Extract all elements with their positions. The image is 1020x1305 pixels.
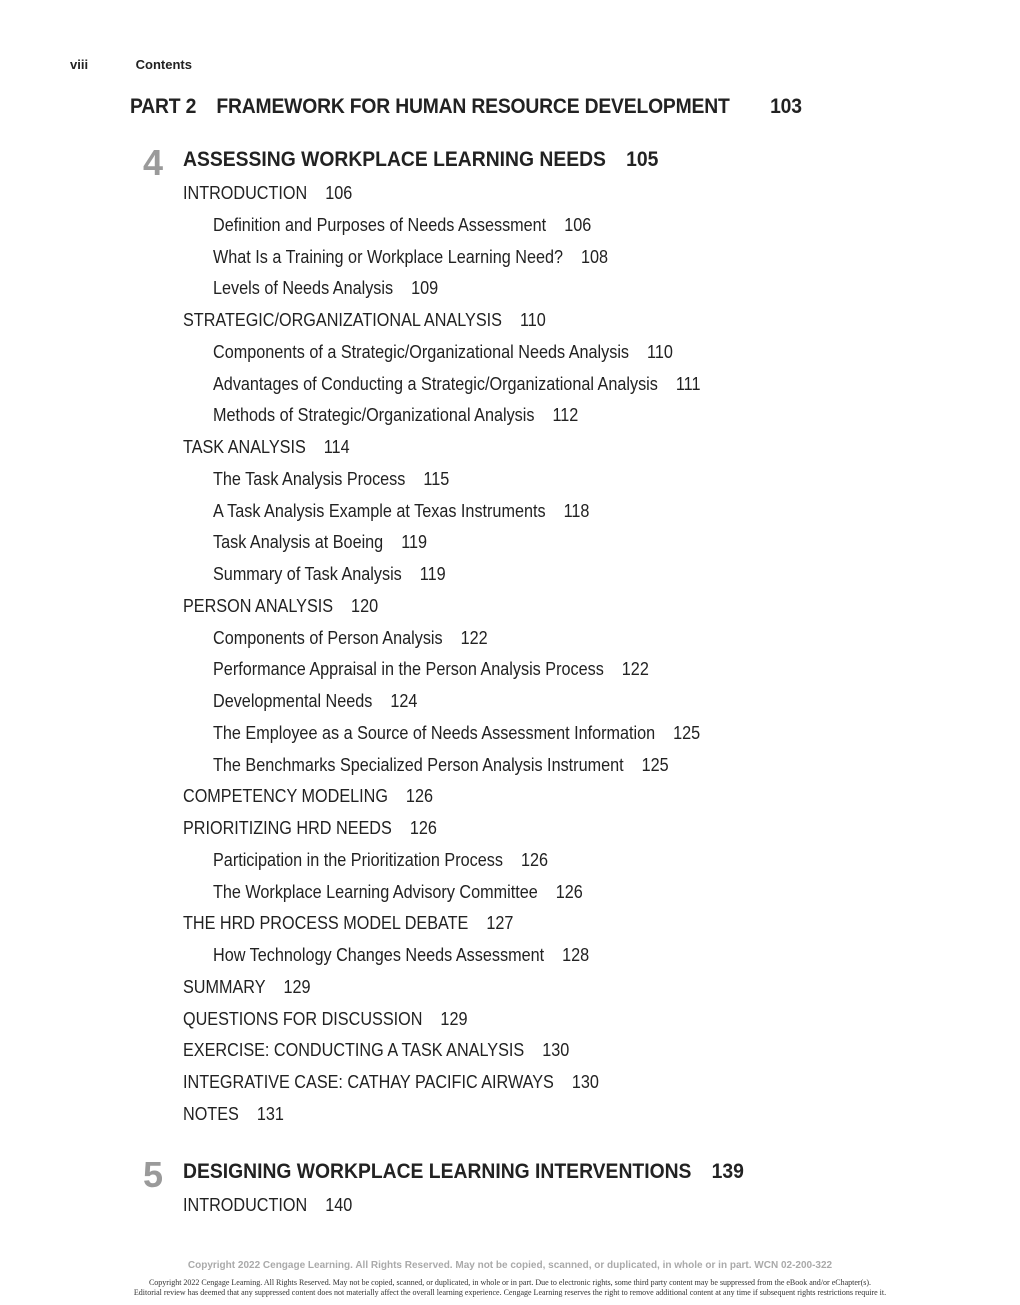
toc-entry-page: 122 [460,627,488,648]
toc-entry-title: COMPETENCY MODELING [183,786,388,807]
rights-line: Copyright 2022 Cengage Learning. All Rights Reserved. May not be copied, scanned, or duplicated, in whole or in part. Due to electronic rights, some third party content may be suppressed from the eBook and/or eChapter(s). [148,1278,872,1287]
toc-entry-title: A Task Analysis Example at Texas Instruments [213,500,546,521]
toc-entry-page: 128 [562,945,590,965]
toc-entry-page: 124 [390,691,418,711]
toc-entry-title: The Workplace Learning Advisory Committee [213,881,538,902]
toc-entry-page: 129 [440,1008,468,1029]
toc-entry [183,977,311,998]
toc-entry-title: Definition and Purposes of Needs Assessment [213,214,547,235]
toc-entry [213,564,446,585]
toc-entry-page: 119 [419,564,446,584]
part-title: FRAMEWORK FOR HUMAN RESOURCE DEVELOPMENT [216,95,730,118]
toc-entry-title: The Task Analysis Process [213,468,406,489]
chapter-page: 139 [711,1160,744,1183]
toc-entry-page: 129 [283,976,311,997]
running-header [70,57,192,72]
toc-entry-title: NOTES [183,1103,239,1124]
toc-entry [213,691,417,712]
toc-entry-title: EXERCISE: CONDUCTING A TASK ANALYSIS [183,1040,525,1061]
toc-entry-title: Components of a Strategic/Organizational Needs Analysis [213,341,630,362]
toc-entry [213,247,608,268]
toc-entry-title: Task Analysis at Boeing [213,532,384,553]
toc-entry-page: 106 [325,183,353,203]
toc-entry-title: PRIORITIZING HRD NEEDS [183,818,392,838]
toc-entry [183,310,546,331]
toc-entry [183,1072,599,1093]
toc-entry-title: Methods of Strategic/Organizational Analysis [213,405,535,426]
toc-entry-title: Components of Person Analysis [213,627,443,648]
chapter-title [183,148,658,172]
toc-entry [213,532,427,553]
page-number: viii [70,57,89,72]
toc-entry [183,786,433,807]
toc-entry [213,628,488,649]
toc-entry-page: 114 [323,437,350,457]
toc-entry-title: THE HRD PROCESS MODEL DEBATE [183,913,469,934]
chapter-page: 105 [626,148,659,171]
toc-entry-page: 125 [641,754,669,775]
chapter-title-text: DESIGNING WORKPLACE LEARNING INTERVENTIONS [183,1160,692,1183]
chapter-number: 4 [143,142,164,183]
toc-entry-title: STRATEGIC/ORGANIZATIONAL ANALYSIS [183,310,502,330]
toc-entry-title: TASK ANALYSIS [183,437,306,457]
toc-entry-page: 130 [542,1040,570,1061]
toc-entry-title: The Employee as a Source of Needs Assessment Information [213,722,656,743]
toc-entry-title: How Technology Changes Needs Assessment [213,945,545,965]
toc-entry [183,1040,569,1061]
toc-entry [213,215,591,236]
toc-entry-page: 127 [486,913,514,934]
toc-entry-page: 120 [351,595,379,616]
toc-entry [183,1195,352,1216]
toc-entry-page: 106 [564,214,592,235]
toc-entry-title: Participation in the Prioritization Process [213,849,503,870]
part-page: 103 [770,95,802,118]
toc-entry [213,469,449,490]
toc-entry-page: 110 [647,341,673,362]
toc-entry-title: INTRODUCTION [183,183,308,203]
running-header-title: Contents [135,57,192,72]
toc-entry-page: 122 [621,659,649,680]
toc-entry [183,1009,467,1030]
toc-entry-title: Levels of Needs Analysis [213,278,394,299]
toc-entry-page: 126 [520,849,548,870]
toc-entry-page: 131 [256,1103,284,1124]
part-heading [130,95,802,119]
toc-entry-page: 110 [519,310,546,330]
toc-entry-page: 126 [409,818,437,838]
part-label: PART 2 [130,95,197,118]
toc-entry-page: 108 [580,246,609,267]
toc-entry [213,342,673,363]
toc-entry [213,723,700,744]
toc-entry-page: 140 [325,1195,353,1215]
toc-entry [213,405,578,426]
toc-entry-page: 125 [673,722,701,743]
toc-entry [213,278,438,299]
chapter-number: 5 [143,1154,164,1195]
copyright-notice: Copyright 2022 Cengage Learning. All Rights Reserved. May not be copied, scanned, or duplicated, in whole or in part. WCN 02-200-322 [187,1260,833,1271]
toc-entry-page: 109 [411,278,439,299]
toc-entry-title: Performance Appraisal in the Person Analysis Process [213,659,604,680]
toc-entry [213,659,649,680]
toc-entry-title: Advantages of Conducting a Strategic/Organizational Analysis [213,373,658,394]
toc-entry [213,755,669,776]
toc-entry-title: INTRODUCTION [183,1195,308,1215]
toc-entry-title: Summary of Task Analysis [213,564,402,584]
toc-entry [183,596,378,617]
toc-entry-title: QUESTIONS FOR DISCUSSION [183,1008,423,1029]
toc-entry [183,818,437,839]
toc-entry [213,850,548,871]
chapter-title [183,1160,744,1184]
toc-entry [183,913,513,934]
toc-entry [183,183,352,204]
toc-entry [213,945,589,966]
toc-entry-page: 115 [423,468,450,489]
toc-entry-page: 126 [405,786,433,807]
toc-entry-title: PERSON ANALYSIS [183,595,334,616]
toc-entry-title: What Is a Training or Workplace Learning Need? [213,246,563,267]
toc-entry-title: INTEGRATIVE CASE: CATHAY PACIFIC AIRWAYS [183,1072,554,1092]
toc-entry-page: 119 [401,532,428,553]
toc-entry [183,1104,284,1125]
toc-entry-title: SUMMARY [183,976,266,997]
toc-entry [213,374,701,395]
toc-entry-title: The Benchmarks Specialized Person Analysis Instrument [213,754,624,775]
toc-entry-page: 130 [571,1072,599,1092]
chapter-title-text: ASSESSING WORKPLACE LEARNING NEEDS [183,148,606,171]
toc-entry-page: 112 [552,405,579,426]
toc-entry-page: 126 [555,881,583,902]
rights-line: Editorial review has deemed that any suppressed content does not materially affect the overall learning experience. Cengage Learning reserves the right to remove additional content at any time if subsequent rights restrictions require it. [133,1288,887,1297]
toc-entry-title: Developmental Needs [213,691,373,711]
toc-entry [183,437,350,458]
toc-entry-page: 111 [675,373,701,394]
toc-entry [213,501,589,522]
rights-notice [0,1278,1020,1298]
toc-entry [213,882,583,903]
toc-entry-page: 118 [563,500,590,521]
